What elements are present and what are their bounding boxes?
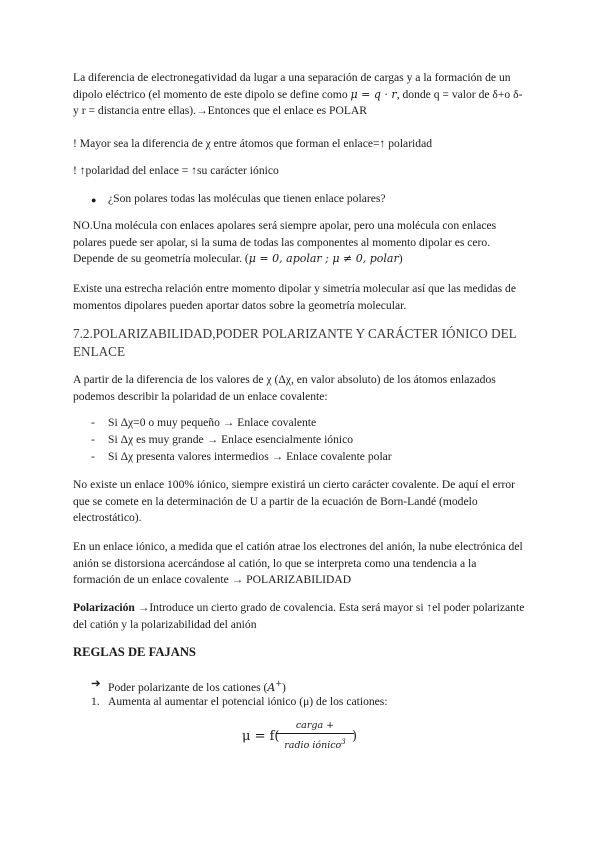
- arrow-item: Poder polarizante de los cationes (A+): [108, 679, 286, 694]
- cation-symbol: A: [267, 680, 276, 694]
- paragraph-ionic-character: No existe un enlace 100% iónico, siempre existirá un cierto carácter covalente. De aquí el error que se comete en la determinación de U a partir de la ecuación de Born-Landé (modelo electrostático).: [73, 478, 515, 524]
- dash-marker: -: [91, 450, 95, 463]
- polarity-formula: μ = 0, apolar ; μ ≠ 0, polar: [248, 252, 399, 265]
- list-item: Si Δχ presenta valores intermedios → Enlace covalente polar: [108, 450, 392, 463]
- fajans-heading: REGLAS DE FAJANS: [73, 645, 196, 659]
- bullet-dot-icon: ●: [91, 195, 97, 205]
- section-heading: 7.2.POLARIZABILIDAD,PODER POLARIZANTE Y CARÁCTER IÓNICO DEL ENLACE: [73, 326, 517, 359]
- arrow-bullet-icon: ➔: [91, 677, 101, 690]
- formula-numerator: carga +: [295, 720, 335, 731]
- bullet-question: ¿Son polares todas las moléculas que tienen enlace polares?: [108, 192, 386, 205]
- polarization-term: Polarización: [73, 601, 135, 614]
- list-number: 1.: [91, 695, 100, 708]
- paragraph-dipole: La diferencia de electronegatividad da lugar a una separación de cargas y a la formación de un dipolo eléctrico (el momento de este dipolo se define como μ = q · r, donde q = valor de δ+o δ- y r = distancia entre ellas).→Entonces que el enlace es POLAR: [73, 71, 523, 117]
- fraction-bar: [276, 733, 354, 734]
- paragraph-electronegativity: A partir de la diferencia de los valores de χ (Δχ, en valor absoluto) de los átomos enlazados podemos describir la polaridad de un enlace covalente:: [73, 373, 496, 403]
- dash-marker: -: [91, 416, 95, 429]
- formula-fraction: [276, 720, 354, 752]
- paragraph-polarizability: En un enlace iónico, a medida que el catión atrae los electrones del anión, la nube electrónica del anión se distorsiona acercándose al catión, lo que se interpreta como una tendencia a la formación de un enlace covalente → POLARIZABILIDAD: [73, 540, 523, 586]
- paragraph-polarity-note: ! ↑polaridad del enlace = ↑su carácter iónico: [73, 164, 279, 177]
- formula-lhs: μ = f(: [242, 729, 280, 744]
- cation-charge: +: [275, 679, 283, 688]
- paragraph-symmetry: Existe una estrecha relación entre momento dipolar y simetría molecular así que las medidas de momentos dipolares pueden aportar datos sobre la geometría molecular.: [73, 282, 516, 312]
- dipole-formula: μ = q · r: [350, 87, 397, 101]
- formula-denominator: radio iónico$^3$: [284, 738, 346, 752]
- numbered-item: Aumenta al aumentar el potencial iónico (μ) de los cationes:: [108, 695, 388, 708]
- list-item: Si Δχ es muy grande → Enlace esencialmente iónico: [108, 433, 354, 446]
- formula-rhs: ): [352, 729, 358, 744]
- paragraph-answer: NO.Una molécula con enlaces apolares será siempre apolar, pero una molécula con enlaces polares puede ser apolar, si la suma de todas las componentes al momento dipolar es cero. Depende de su geometría molecular. (μ = 0, apolar ; μ ≠ 0, polar): [73, 219, 497, 265]
- dash-marker: -: [91, 433, 95, 446]
- list-item: Si Δχ=0 o muy pequeño → Enlace covalente: [108, 416, 317, 429]
- paragraph-difference-note: ! Mayor sea la diferencia de χ entre átomos que forman el enlace=↑ polaridad: [73, 137, 433, 150]
- paragraph-polarization: Polarización →Introduce un cierto grado de covalencia. Esta será mayor si ↑el poder polarizante del catión y la polarizabilidad del anión: [73, 601, 525, 631]
